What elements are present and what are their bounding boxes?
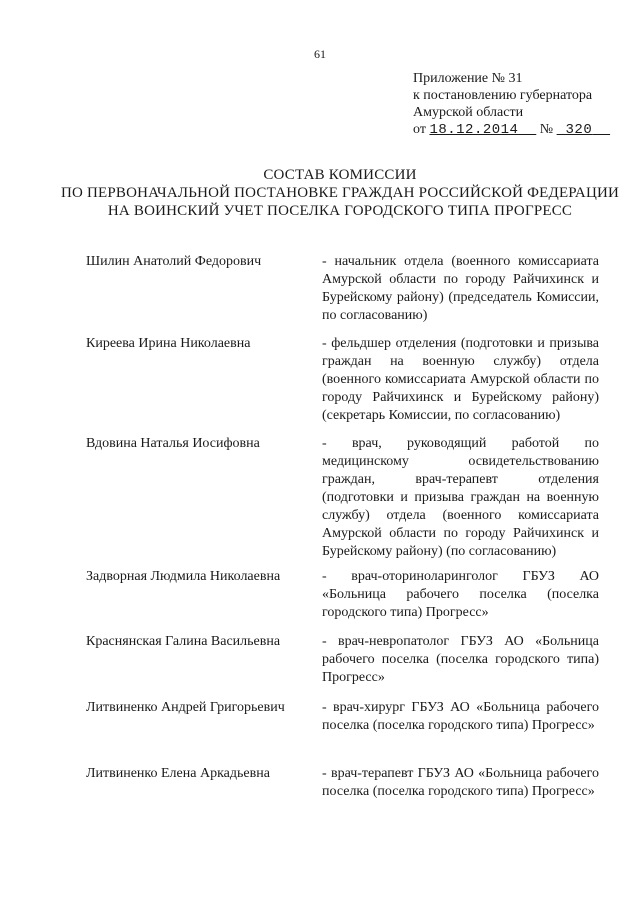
resolution-number-underline-left xyxy=(557,122,566,138)
resolution-number-underline-right xyxy=(592,122,610,138)
date-underline xyxy=(518,122,536,138)
appendix-block xyxy=(413,70,610,139)
member-name: Краснянская Галина Васильевна xyxy=(86,634,281,649)
member-name: Вдовина Наталья Иосифовна xyxy=(86,436,260,451)
appendix-title: Приложение № 31 xyxy=(413,71,523,86)
member-name: Шилин Анатолий Федорович xyxy=(86,254,262,269)
resolution-date: 18.12.2014 xyxy=(429,122,519,138)
member-role: - врач-оториноларинголог ГБУЗ АО «Больница рабочего поселка (поселка городского типа) Прогресс» xyxy=(322,569,599,620)
appendix-resolution: к постановлению губернатора xyxy=(413,88,593,103)
member-name: Литвиненко Андрей Григорьевич xyxy=(86,700,285,715)
member-name: Киреева Ирина Николаевна xyxy=(86,336,251,351)
date-prefix: от xyxy=(413,122,426,137)
title-line-3: НА ВОИНСКИЙ УЧЕТ ПОСЕЛКА ГОРОДСКОГО ТИПА ПРОГРЕСС xyxy=(107,203,573,219)
member-role: - фельдшер отделения (подготовки и призыва граждан на военную службу) отдела (военного комиссариата Амурской области по городу Райчихинск и Бурейскому району) (секретарь Комиссии, по согласованию) xyxy=(322,336,599,423)
appendix-date-line xyxy=(413,121,610,139)
title-line-1: СОСТАВ КОМИССИИ xyxy=(263,167,417,183)
appendix-region: Амурской области xyxy=(413,105,524,120)
page-number: 61 xyxy=(314,47,326,61)
member-role: - врач-хирург ГБУЗ АО «Больница рабочего поселка (поселка городского типа) Прогресс» xyxy=(322,700,599,733)
member-name: Задворная Людмила Николаевна xyxy=(86,569,281,584)
member-name: Литвиненко Елена Аркадьевна xyxy=(86,766,270,781)
member-role: - врач-терапевт ГБУЗ АО «Больница рабочего поселка (поселка городского типа) Прогресс» xyxy=(322,766,599,799)
member-role: - начальник отдела (военного комиссариата Амурской области по городу Райчихинск и Бурейскому району) (председатель Комиссии, по согласованию) xyxy=(322,254,599,323)
title-line-2: ПО ПЕРВОНАЧАЛЬНОЙ ПОСТАНОВКЕ ГРАЖДАН РОССИЙСКОЙ ФЕДЕРАЦИИ xyxy=(60,185,620,201)
resolution-number: 320 xyxy=(565,122,593,138)
member-role: - врач, руководящий работой по медицинскому освидетельствованию граждан, врач-терапевт отделения (подготовки и призыва граждан на военную службу) отдела (военного комиссариата Амурской области по городу Райчихинск и Бурейскому району) (по согласованию) xyxy=(322,436,599,559)
member-role: - врач-невропатолог ГБУЗ АО «Больница рабочего поселка (поселка городского типа) Прогресс» xyxy=(322,634,599,685)
number-prefix: № xyxy=(539,122,554,137)
document-title xyxy=(60,166,620,220)
